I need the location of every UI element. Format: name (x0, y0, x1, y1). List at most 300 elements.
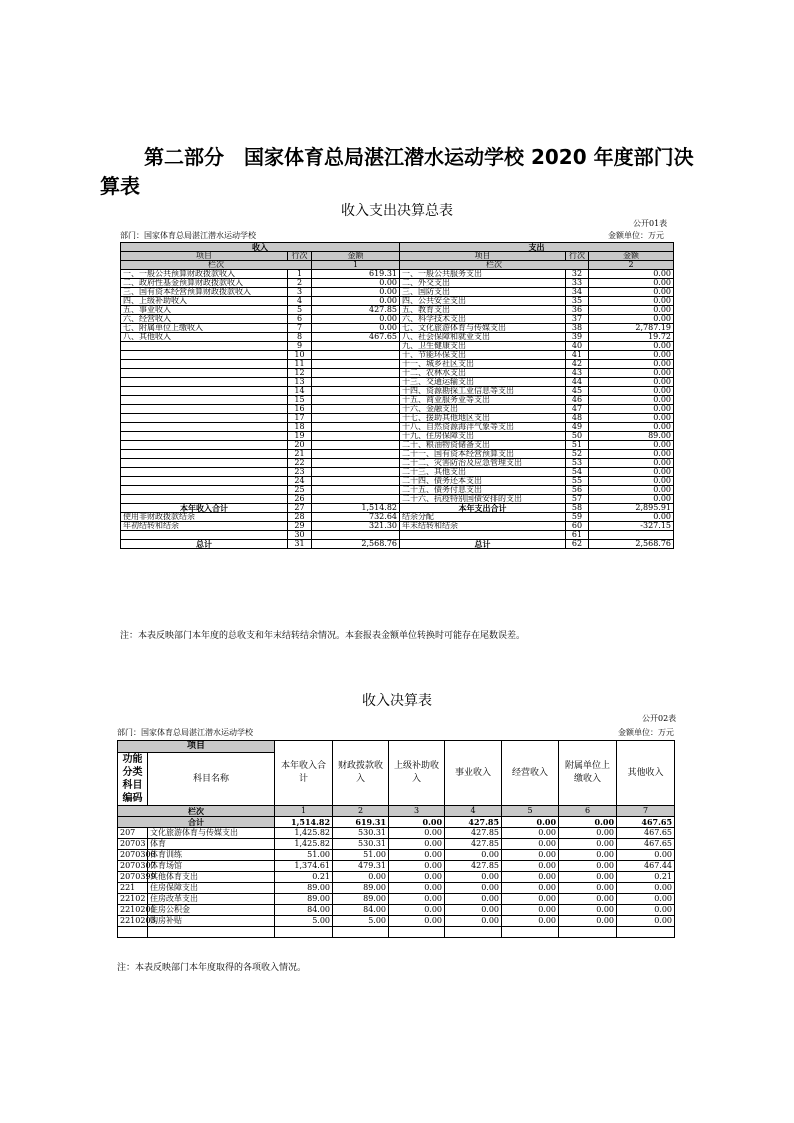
income-row-no: 26 (288, 495, 312, 504)
amount-cell: 0.00 (502, 916, 559, 927)
subject-code: 207 (118, 828, 148, 839)
table-row (118, 861, 675, 872)
table1-unit: 金额单位：万元 (608, 231, 664, 240)
income-amount (312, 405, 400, 414)
expense-amount: 0.00 (589, 270, 674, 279)
table-row (121, 441, 674, 450)
table-row (121, 333, 674, 342)
table-row (118, 839, 675, 850)
subject-code: 2210203 (118, 916, 148, 927)
table-row (121, 432, 674, 441)
expense-amount: 0.00 (589, 279, 674, 288)
total-value: 0.00 (389, 817, 445, 828)
expense-amount: 0.00 (589, 342, 674, 351)
amount-cell: 0.00 (389, 894, 445, 905)
amount-cell: 89.00 (333, 894, 389, 905)
subject-name: 其他体育支出 (148, 872, 275, 883)
amount-cell: 0.00 (559, 861, 617, 872)
subject-name: 住房保障支出 (148, 883, 275, 894)
income-row-no: 2 (288, 279, 312, 288)
amount-cell: 0.00 (445, 894, 502, 905)
income-item: 一、一般公共预算财政拨款收入 (121, 270, 288, 279)
amount-cell: 0.00 (502, 850, 559, 861)
amount-cell: 0.00 (389, 850, 445, 861)
expense-row-no: 50 (566, 432, 589, 441)
lanci-number: 1 (275, 806, 333, 817)
expense-amount: 2,895.91 (589, 504, 674, 513)
income-expense-summary-table (120, 242, 674, 549)
income-row-no: 29 (288, 522, 312, 531)
income-item (121, 351, 288, 360)
expense-amount: 0.00 (589, 468, 674, 477)
amount-cell: 467.65 (617, 839, 675, 850)
amount-cell: 0.00 (617, 916, 675, 927)
hdr-col-7: 其他收入 (617, 741, 675, 806)
amount-cell: 0.21 (275, 872, 333, 883)
expense-item: 八、社会保障和就业支出 (400, 333, 566, 342)
col-row: 行次 (566, 252, 589, 261)
income-item (121, 378, 288, 387)
amount-cell: 0.00 (617, 894, 675, 905)
income-amount: 732.64 (312, 513, 400, 522)
amount-cell: 0.00 (389, 905, 445, 916)
amount-cell: 0.00 (617, 905, 675, 916)
empty-cell (148, 927, 275, 938)
subject-name: 购房补贴 (148, 916, 275, 927)
amount-cell: 0.00 (502, 905, 559, 916)
hdr-col-6: 附属单位上缴收入 (559, 741, 617, 806)
income-amount: 2,568.76 (312, 540, 400, 549)
col-row: 行次 (288, 252, 312, 261)
income-row-no: 1 (288, 270, 312, 279)
table-row (121, 513, 674, 522)
total-value: 0.00 (502, 817, 559, 828)
table-row (118, 905, 675, 916)
expense-amount: 0.00 (589, 297, 674, 306)
amount-cell: 0.00 (445, 850, 502, 861)
total-label: 合计 (118, 817, 275, 828)
expense-row-no: 56 (566, 486, 589, 495)
income-row-no: 21 (288, 450, 312, 459)
table-row (121, 306, 674, 315)
amount-cell: 0.00 (389, 872, 445, 883)
col-amount: 金额 (589, 252, 674, 261)
amount-cell: 467.65 (617, 828, 675, 839)
subject-code: 2070306 (118, 850, 148, 861)
expense-item: 二十五、债务付息支出 (400, 486, 566, 495)
amount-cell: 467.44 (617, 861, 675, 872)
amount-cell: 0.00 (559, 905, 617, 916)
amount-cell: 0.00 (389, 916, 445, 927)
hdr-col-2: 财政拨款收入 (333, 741, 389, 806)
income-amount (312, 378, 400, 387)
col-amount: 金额 (312, 252, 400, 261)
income-row-no: 3 (288, 288, 312, 297)
table-row (121, 387, 674, 396)
expense-row-no: 59 (566, 513, 589, 522)
table-row (118, 894, 675, 905)
expense-item: 九、卫生健康支出 (400, 342, 566, 351)
income-row-no: 19 (288, 432, 312, 441)
income-amount: 0.00 (312, 315, 400, 324)
income-row-no: 16 (288, 405, 312, 414)
income-row-no: 12 (288, 369, 312, 378)
expense-item: 十一、城乡社区支出 (400, 360, 566, 369)
amount-cell: 0.00 (389, 883, 445, 894)
amount-cell: 530.31 (333, 839, 389, 850)
income-row-no: 9 (288, 342, 312, 351)
lanci-number: 4 (445, 806, 502, 817)
expense-item: 十、节能环保支出 (400, 351, 566, 360)
subject-name: 体育 (148, 839, 275, 850)
amount-cell: 0.00 (502, 894, 559, 905)
expense-amount: 0.00 (589, 450, 674, 459)
amount-cell: 0.00 (559, 872, 617, 883)
income-amount: 619.31 (312, 270, 400, 279)
expense-item: 十四、资源勘探工业信息等支出 (400, 387, 566, 396)
expense-row-no: 42 (566, 360, 589, 369)
expense-row-no: 47 (566, 405, 589, 414)
expense-item: 六、科学技术支出 (400, 315, 566, 324)
expense-row-no: 34 (566, 288, 589, 297)
col-lanci: 栏次 (121, 261, 312, 270)
income-amount: 0.00 (312, 288, 400, 297)
subject-code: 2070399 (118, 872, 148, 883)
income-amount (312, 468, 400, 477)
subject-code: 20703 (118, 839, 148, 850)
income-item: 七、附属单位上缴收入 (121, 324, 288, 333)
table-row (121, 405, 674, 414)
empty-cell (559, 927, 617, 938)
income-item: 六、经营收入 (121, 315, 288, 324)
expense-row-no: 32 (566, 270, 589, 279)
amount-cell: 0.00 (559, 883, 617, 894)
hdr-item: 项目 (118, 741, 275, 753)
income-row-no: 23 (288, 468, 312, 477)
expense-amount: 0.00 (589, 315, 674, 324)
income-row-no: 20 (288, 441, 312, 450)
income-item (121, 468, 288, 477)
expense-amount: 0.00 (589, 360, 674, 369)
expense-item: 十六、金融支出 (400, 405, 566, 414)
income-row-no: 27 (288, 504, 312, 513)
table-row (118, 883, 675, 894)
amount-cell: 89.00 (275, 894, 333, 905)
table-row (121, 486, 674, 495)
income-row-no: 13 (288, 378, 312, 387)
table1-title: 收入支出决算总表 (341, 203, 453, 219)
amount-cell: 5.00 (275, 916, 333, 927)
income-amount (312, 414, 400, 423)
income-amount: 0.00 (312, 324, 400, 333)
total-value: 619.31 (333, 817, 389, 828)
expense-amount: 0.00 (589, 351, 674, 360)
table-row (118, 916, 675, 927)
table-row (121, 351, 674, 360)
income-amount: 0.00 (312, 279, 400, 288)
income-item: 五、事业收入 (121, 306, 288, 315)
table2-title: 收入决算表 (362, 693, 432, 709)
income-item (121, 387, 288, 396)
expense-item: 二十二、灾害防治及应急管理支出 (400, 459, 566, 468)
amount-cell: 51.00 (275, 850, 333, 861)
income-amount (312, 486, 400, 495)
expense-row-no: 40 (566, 342, 589, 351)
empty-cell (333, 927, 389, 938)
income-item: 四、上级补助收入 (121, 297, 288, 306)
amount-cell: 479.31 (333, 861, 389, 872)
expense-row-no: 51 (566, 441, 589, 450)
table-row (121, 423, 674, 432)
amount-cell: 0.00 (559, 828, 617, 839)
expense-item: 十七、援助其他地区支出 (400, 414, 566, 423)
expense-amount: 19.72 (589, 333, 674, 342)
amount-cell: 0.00 (389, 839, 445, 850)
hdr-code: 功能分类科目编码 (118, 753, 148, 806)
table-row (121, 522, 674, 531)
expense-row-no: 38 (566, 324, 589, 333)
expense-amount: 0.00 (589, 405, 674, 414)
amount-cell: 0.00 (617, 850, 675, 861)
income-row-no: 7 (288, 324, 312, 333)
expense-header: 支出 (400, 243, 674, 252)
table2-form-no: 公开02表 (642, 714, 677, 723)
income-amount (312, 351, 400, 360)
expense-row-no: 58 (566, 504, 589, 513)
total-value: 1,514.82 (275, 817, 333, 828)
lanci-number: 2 (333, 806, 389, 817)
income-row-no: 8 (288, 333, 312, 342)
expense-amount: 0.00 (589, 414, 674, 423)
expense-row-no: 55 (566, 477, 589, 486)
grand-total-row (121, 540, 674, 549)
income-row-no: 28 (288, 513, 312, 522)
expense-row-no: 35 (566, 297, 589, 306)
hdr-col-4: 事业收入 (445, 741, 502, 806)
income-header: 收入 (121, 243, 400, 252)
expense-amount: 2,787.19 (589, 324, 674, 333)
empty-cell (275, 927, 333, 938)
table-row (121, 477, 674, 486)
income-item (121, 360, 288, 369)
income-item (121, 414, 288, 423)
expense-row-no: 61 (566, 531, 589, 540)
amount-cell: 427.85 (445, 861, 502, 872)
empty-cell (502, 927, 559, 938)
expense-row-no: 62 (566, 540, 589, 549)
amount-cell: 427.85 (445, 839, 502, 850)
total-value: 467.65 (617, 817, 675, 828)
expense-row-no: 53 (566, 459, 589, 468)
expense-amount: 0.00 (589, 495, 674, 504)
subject-code: 2210201 (118, 905, 148, 916)
income-amount: 1,514.82 (312, 504, 400, 513)
income-amount (312, 360, 400, 369)
amount-cell: 89.00 (333, 883, 389, 894)
expense-item: 年末结转和结余 (400, 522, 566, 531)
expense-row-no: 48 (566, 414, 589, 423)
empty-cell (617, 927, 675, 938)
expense-amount: 0.00 (589, 423, 674, 432)
amount-cell: 0.00 (445, 905, 502, 916)
table-row (121, 450, 674, 459)
expense-row-no: 57 (566, 495, 589, 504)
income-amount: 427.85 (312, 306, 400, 315)
income-item (121, 405, 288, 414)
subject-code: 221 (118, 883, 148, 894)
income-row-no: 18 (288, 423, 312, 432)
expense-item: 二十一、国有资本经营预算支出 (400, 450, 566, 459)
expense-row-no: 46 (566, 396, 589, 405)
income-amount (312, 459, 400, 468)
amount-cell: 51.00 (333, 850, 389, 861)
col-income-no: 1 (312, 261, 400, 270)
income-item: 二、政府性基金预算财政拨款收入 (121, 279, 288, 288)
expense-item: 四、公共安全支出 (400, 297, 566, 306)
col-expense-no: 2 (589, 261, 674, 270)
expense-amount: 0.00 (589, 486, 674, 495)
amount-cell: 0.21 (617, 872, 675, 883)
expense-row-no: 36 (566, 306, 589, 315)
amount-cell: 530.31 (333, 828, 389, 839)
expense-amount: 89.00 (589, 432, 674, 441)
amount-cell: 0.00 (559, 916, 617, 927)
table-row (121, 297, 674, 306)
amount-cell: 0.00 (502, 828, 559, 839)
expense-amount: 0.00 (589, 306, 674, 315)
expense-item: 本年支出合计 (400, 504, 566, 513)
amount-cell: 0.00 (559, 850, 617, 861)
expense-row-no: 39 (566, 333, 589, 342)
income-row-no: 22 (288, 459, 312, 468)
expense-amount: 0.00 (589, 513, 674, 522)
amount-cell: 84.00 (333, 905, 389, 916)
income-amount (312, 441, 400, 450)
income-item: 三、国有资本经营预算财政拨款收入 (121, 288, 288, 297)
amount-cell: 89.00 (275, 883, 333, 894)
table-row (121, 324, 674, 333)
expense-row-no: 33 (566, 279, 589, 288)
income-amount: 467.65 (312, 333, 400, 342)
table2-dept: 部门：国家体育总局湛江潜水运动学校 (117, 728, 253, 737)
income-row-no: 15 (288, 396, 312, 405)
expense-row-no: 44 (566, 378, 589, 387)
table-row (121, 315, 674, 324)
income-amount (312, 450, 400, 459)
amount-cell: 0.00 (502, 883, 559, 894)
total-value: 0.00 (559, 817, 617, 828)
subject-name: 体育训练 (148, 850, 275, 861)
subject-name: 住房改革支出 (148, 894, 275, 905)
income-amount: 321.30 (312, 522, 400, 531)
amount-cell: 0.00 (389, 828, 445, 839)
expense-row-no: 43 (566, 369, 589, 378)
income-item (121, 423, 288, 432)
expense-amount: 0.00 (589, 369, 674, 378)
expense-amount: 0.00 (589, 288, 674, 297)
income-amount (312, 396, 400, 405)
amount-cell: 0.00 (502, 839, 559, 850)
expense-item: 七、文化旅游体育与传媒支出 (400, 324, 566, 333)
expense-item: 十二、农林水支出 (400, 369, 566, 378)
income-item: 本年收入合计 (121, 504, 288, 513)
hdr-name: 科目名称 (148, 753, 275, 806)
amount-cell: 427.85 (445, 828, 502, 839)
income-row-no: 10 (288, 351, 312, 360)
table2-unit: 金额单位：万元 (618, 728, 674, 737)
expense-row-no: 37 (566, 315, 589, 324)
expense-row-no: 45 (566, 387, 589, 396)
amount-cell: 1,374.61 (275, 861, 333, 872)
income-amount (312, 423, 400, 432)
col-item: 项目 (121, 252, 288, 261)
income-row-no: 11 (288, 360, 312, 369)
hdr-col-3: 上级补助收入 (389, 741, 445, 806)
expense-amount: 0.00 (589, 459, 674, 468)
amount-cell: 1,425.82 (275, 839, 333, 850)
expense-item: 二、外交支出 (400, 279, 566, 288)
expense-item: 总计 (400, 540, 566, 549)
amount-cell: 0.00 (389, 861, 445, 872)
income-amount: 0.00 (312, 297, 400, 306)
amount-cell: 0.00 (333, 872, 389, 883)
lanci-number: 6 (559, 806, 617, 817)
income-row-no: 25 (288, 486, 312, 495)
expense-item: 二十、粮油物资储备支出 (400, 441, 566, 450)
amount-cell: 84.00 (275, 905, 333, 916)
total-value: 427.85 (445, 817, 502, 828)
empty-row (118, 927, 675, 938)
income-item (121, 450, 288, 459)
table-row (121, 369, 674, 378)
table1-dept: 部门：国家体育总局湛江潜水运动学校 (120, 231, 256, 240)
total-row (121, 504, 674, 513)
income-row-no: 5 (288, 306, 312, 315)
amount-cell: 0.00 (502, 861, 559, 872)
section-title: 第二部分 国家体育总局湛江潜水运动学校 2020 年度部门决算表 (100, 145, 694, 198)
income-item: 八、其他收入 (121, 333, 288, 342)
amount-cell: 0.00 (445, 872, 502, 883)
amount-cell: 0.00 (502, 872, 559, 883)
expense-amount: 0.00 (589, 441, 674, 450)
expense-amount: 0.00 (589, 378, 674, 387)
income-item: 使用非财政拨款结余 (121, 513, 288, 522)
amount-cell: 0.00 (445, 916, 502, 927)
income-row-no: 24 (288, 477, 312, 486)
income-item (121, 477, 288, 486)
income-item (121, 369, 288, 378)
amount-cell: 1,425.82 (275, 828, 333, 839)
income-row-no: 31 (288, 540, 312, 549)
amount-cell: 5.00 (333, 916, 389, 927)
col-item: 项目 (400, 252, 566, 261)
expense-item: 五、教育支出 (400, 306, 566, 315)
income-row-no: 30 (288, 531, 312, 540)
expense-item: 十三、交通运输支出 (400, 378, 566, 387)
income-amount (312, 477, 400, 486)
income-item (121, 396, 288, 405)
income-amount (312, 369, 400, 378)
income-item (121, 486, 288, 495)
expense-item: 一、一般公共服务支出 (400, 270, 566, 279)
subject-name: 文化旅游体育与传媒支出 (148, 828, 275, 839)
table-row (121, 342, 674, 351)
expense-amount: 2,568.76 (589, 540, 674, 549)
empty-cell (389, 927, 445, 938)
subject-code: 22102 (118, 894, 148, 905)
income-item (121, 459, 288, 468)
lanci-number: 5 (502, 806, 559, 817)
